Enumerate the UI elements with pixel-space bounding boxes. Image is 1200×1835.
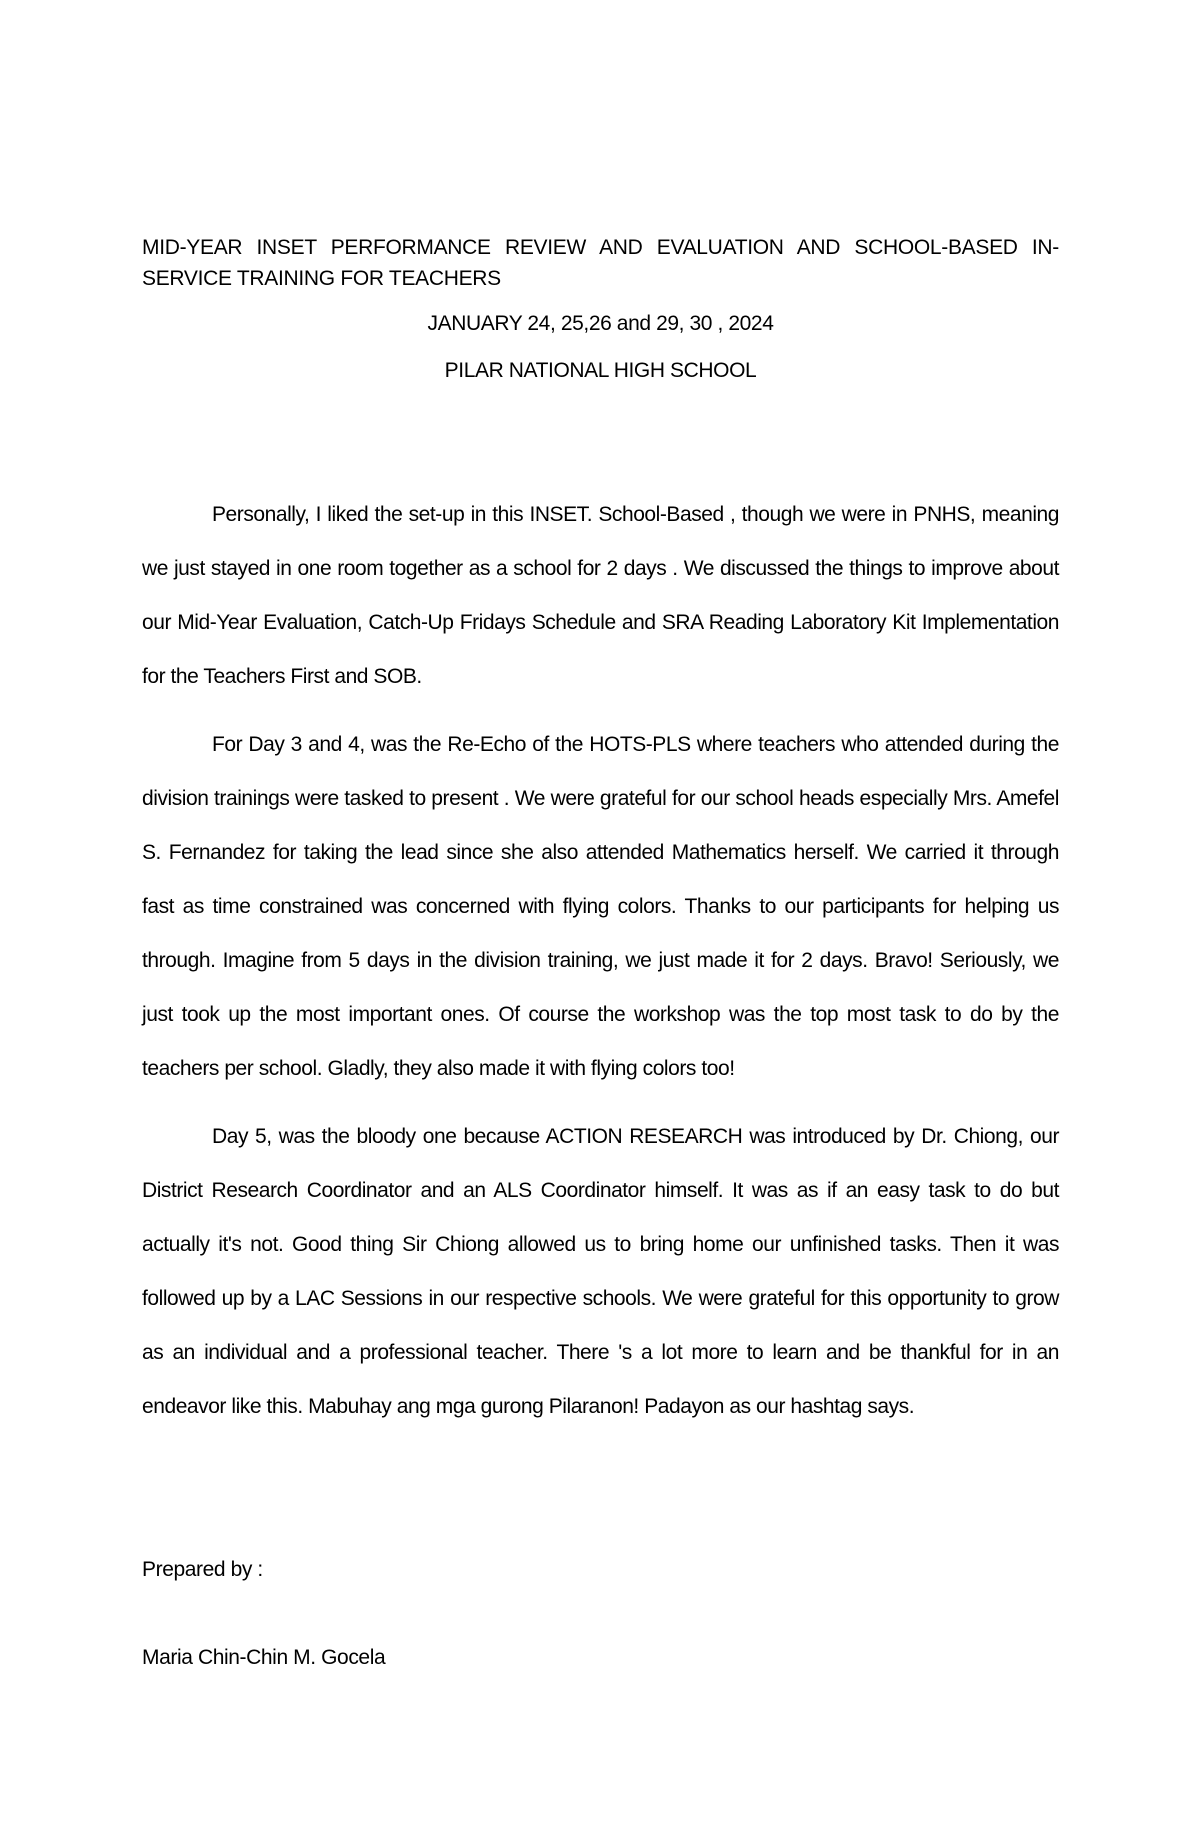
- signatory-name: Maria Chin-Chin M. Gocela: [142, 1646, 386, 1669]
- document-content: [142, 232, 1059, 1673]
- school-name: PILAR NATIONAL HIGH SCHOOL: [444, 359, 757, 382]
- document-body: [142, 488, 1059, 1434]
- paragraph-action-research: Day 5, was the bloody one because ACTION RESEARCH was introduced by Dr. Chiong, our District Research Coordinator and an ALS Coordinator himself. It was as if an easy task to do but actually it's not. Good thing Sir Chiong allowed us to bring home our unfinished tasks. Then it was followed up by a LAC Sessions in our respective schools. We were grateful for this opportunity to grow as an individual and a professional teacher. There 's a lot more to learn and be thankful for in an endeavor like this. Mabuhay ang mga gurong Pilaranon! Padayon as our hashtag says.: [142, 1125, 1059, 1418]
- paragraph-re-echo: For Day 3 and 4, was the Re-Echo of the HOTS-PLS where teachers who attended during the division trainings were tasked to present . We were grateful for our school heads especially Mrs. Amefel S. Fernandez for taking the lead since she also attended Mathematics herself. We carried it through fast as time constrained was concerned with flying colors. Thanks to our participants for helping us through. Imagine from 5 days in the division training, we just made it for 2 days. Bravo! Seriously, we just took up the most important ones. Of course the workshop was the top most task to do by the teachers per school. Gladly, they also made it with flying colors too!: [142, 733, 1059, 1080]
- prepared-by-label: Prepared by :: [142, 1558, 263, 1581]
- paragraph-setup: Personally, I liked the set-up in this INSET. School-Based , though we were in PNHS, meaning we just stayed in one room together as a school for 2 days . We discussed the things to improve about our Mid-Year Evaluation, Catch-Up Fridays Schedule and SRA Reading Laboratory Kit Implementation for the Teachers First and SOB.: [142, 503, 1059, 688]
- event-dates: JANUARY 24, 25,26 and 29, 30 , 2024: [427, 312, 774, 335]
- document-title: MID-YEAR INSET PERFORMANCE REVIEW AND EVALUATION AND SCHOOL-BASED IN-SERVICE TRAINING FOR TEACHERS: [142, 236, 1059, 290]
